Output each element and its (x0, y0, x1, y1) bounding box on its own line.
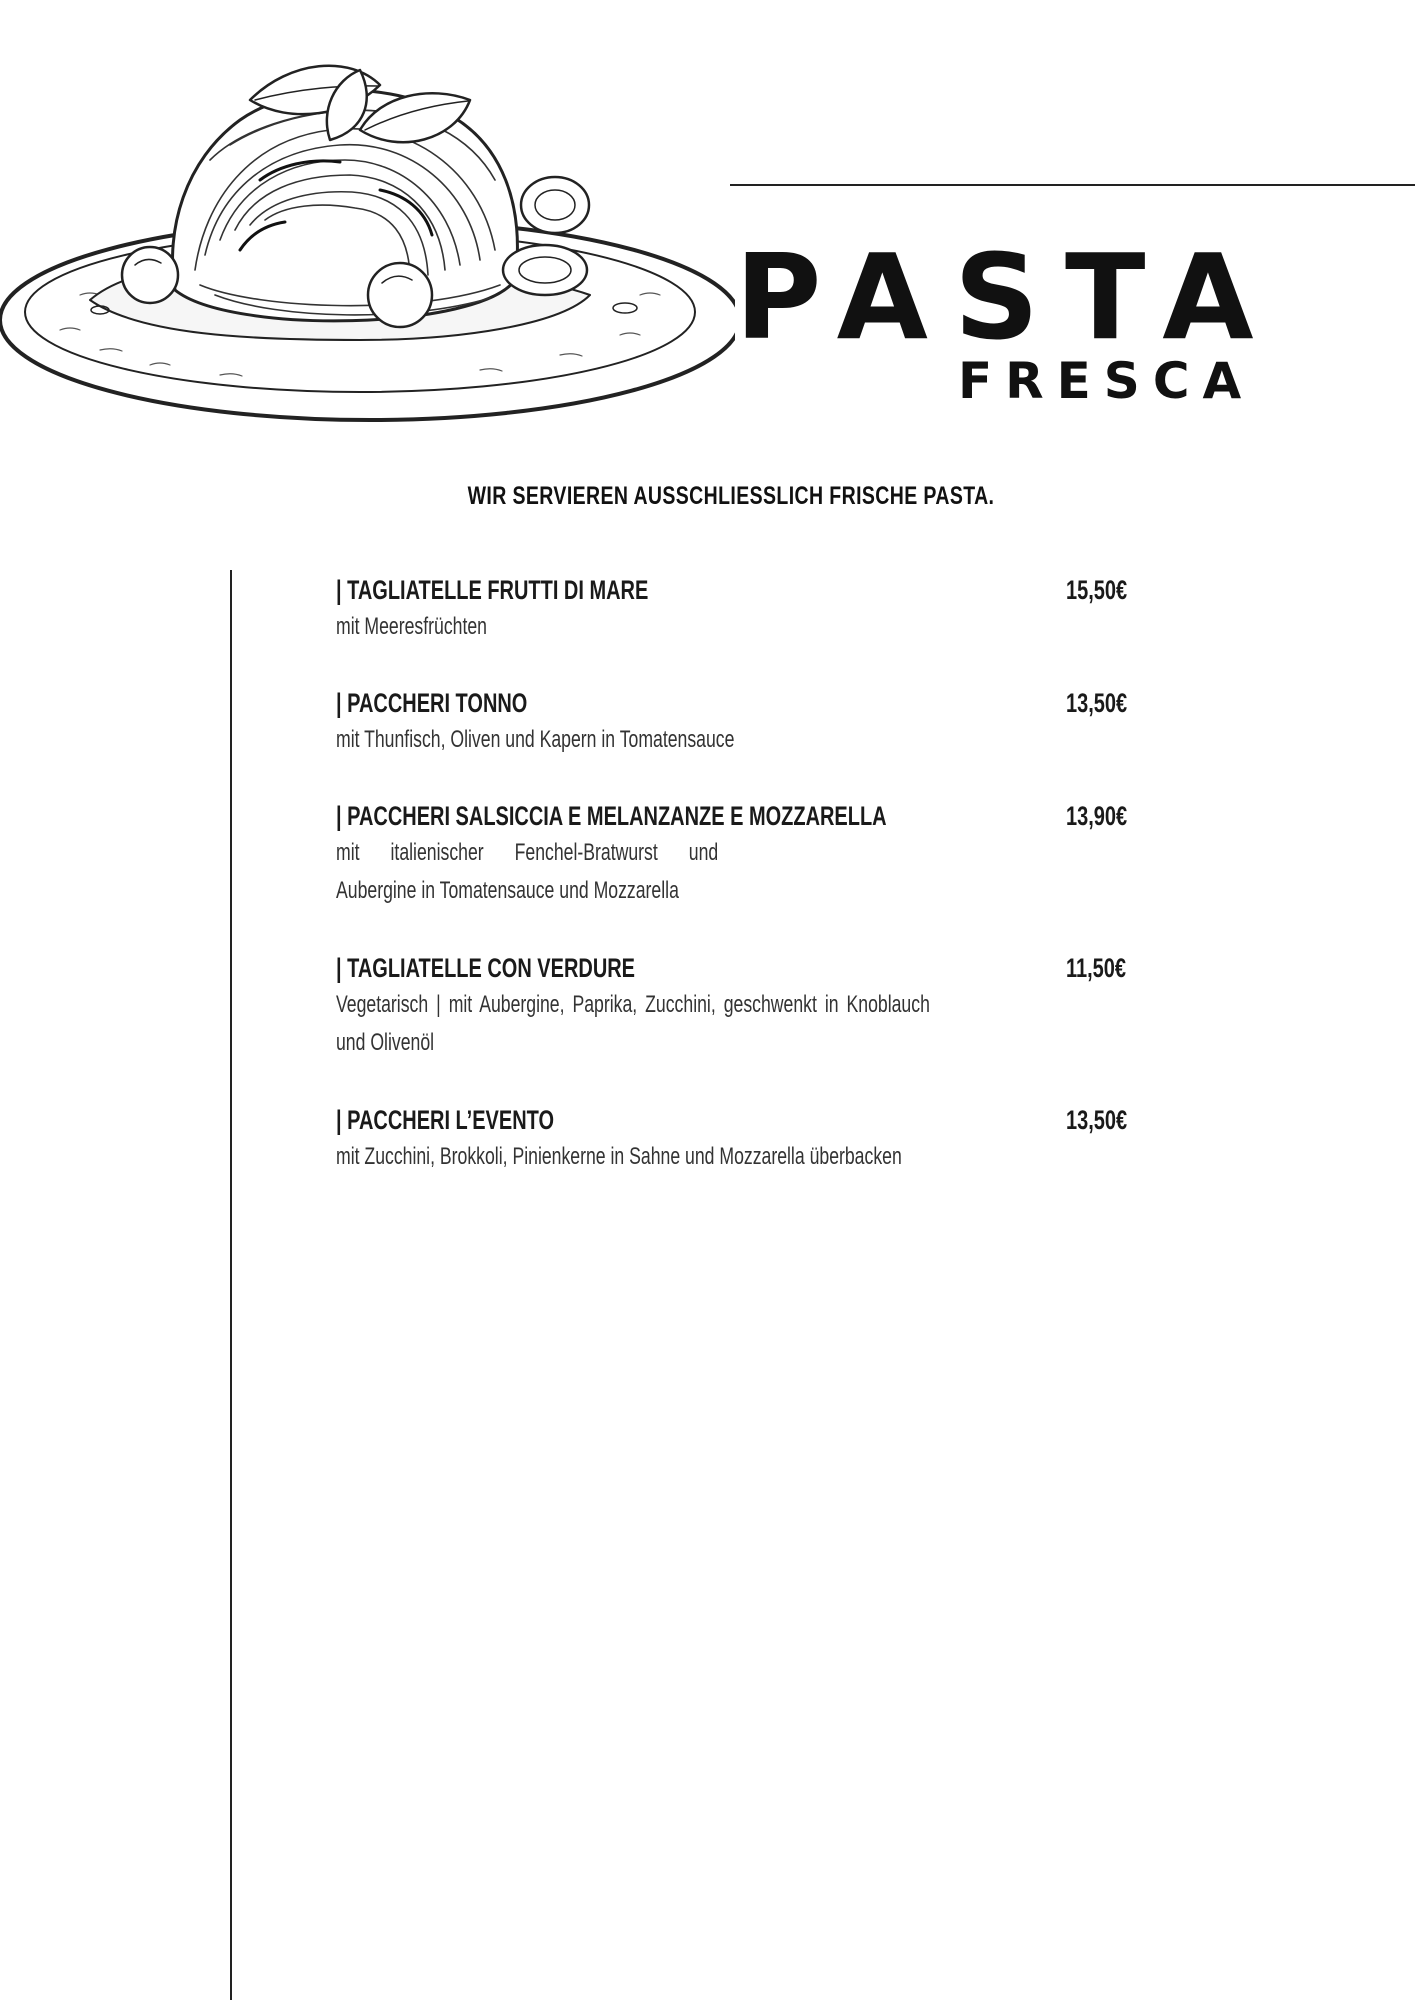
menu-item-price: 13,50€ (1066, 688, 1128, 718)
menu-item-name: | TAGLIATELLE CON VERDURE (336, 953, 636, 983)
menu-item-price: 13,50€ (1066, 1105, 1128, 1135)
menu-item-price: 15,50€ (1066, 575, 1128, 605)
menu-item-description: mit italienischer Fenchel-Bratwurst und Aubergine in Tomatensauce und Mozzarella (336, 839, 719, 904)
menu-item-description: mit Zucchini, Brokkoli, Pinienkerne in Sahne und Mozzarella überbacken (336, 1143, 902, 1170)
menu-item-description: mit Thunfisch, Oliven und Kapern in Tomatensauce (336, 726, 735, 753)
menu-item-price: 11,50€ (1066, 953, 1127, 983)
menu-item (336, 685, 1136, 798)
menu-item (336, 950, 1136, 1102)
menu-item-name: | TAGLIATELLE FRUTTI DI MARE (336, 575, 649, 605)
menu-item (336, 798, 1136, 950)
pasta-plate-illustration (0, 40, 735, 440)
menu-list (336, 572, 1136, 1254)
menu-item-description: mit Meeresfrüchten (336, 613, 487, 640)
tagline: WIR SERVIEREN AUSSCHLIESSLICH FRISCHE PASTA. (467, 482, 995, 510)
vertical-divider-line (230, 570, 232, 2000)
page-title: PASTA (735, 228, 1280, 366)
menu-item-name: | PACCHERI SALSICCIA E MELANZANZE E MOZZARELLA (336, 801, 887, 831)
page-subtitle: FRESCA (958, 352, 1255, 410)
menu-item (336, 1102, 1136, 1254)
menu-item-description: Vegetarisch | mit Aubergine, Paprika, Zucchini, geschwenkt in Knoblauch und Olivenöl (336, 991, 930, 1056)
title-divider-line (730, 184, 1415, 186)
menu-item (336, 572, 1136, 685)
menu-item-name: | PACCHERI L’EVENTO (336, 1105, 555, 1135)
menu-item-price: 13,90€ (1066, 801, 1128, 831)
menu-item-name: | PACCHERI TONNO (336, 688, 528, 718)
